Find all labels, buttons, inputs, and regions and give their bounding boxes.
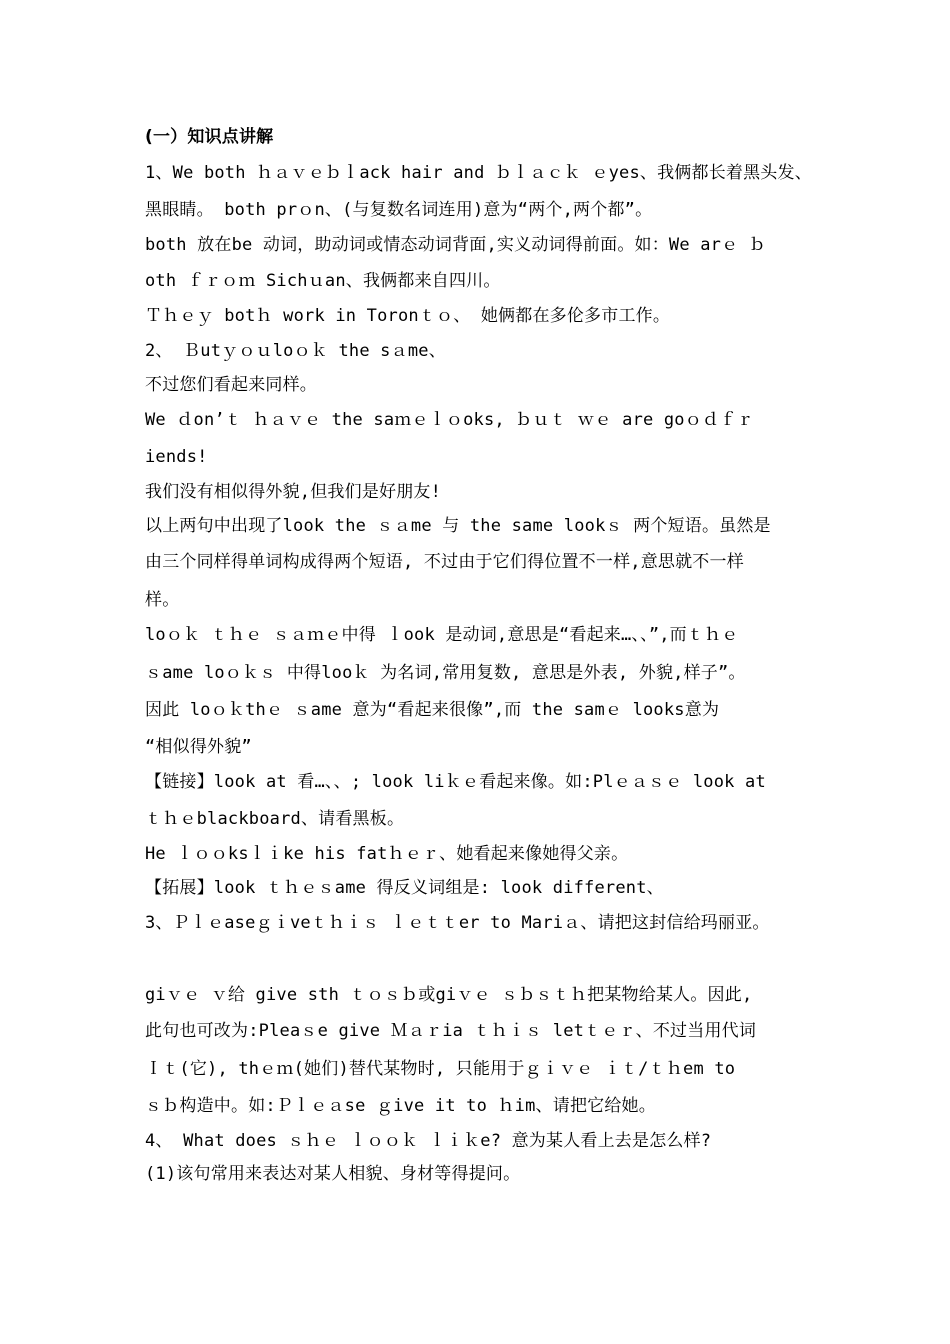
text-line: “相似得外貌” [145, 737, 252, 757]
text-line: ｓｂ构造中。如:Ｐｌｅａse ｇive it to ｈim、请把它给她。 [145, 1096, 656, 1116]
text-line: Ｔｈｅｙ botｈ work in Toronｔｏ、 她俩都在多伦多市工作。 [145, 306, 671, 326]
text-line: 【链接】look at 看…、、; look liｋｅ看起来像。如:Plｅａｓｅ look at [145, 772, 766, 792]
text-line: (1)该句常用来表达对某人相貌、身材等得提问。 [145, 1164, 521, 1184]
text-line: giｖｅ ｖ给 give sth ｔｏｓｂ或giｖｅ ｓｂｓｔｈ把某物给某人。因此, [145, 985, 753, 1005]
text-line: ｔｈｅblackboard、请看黑板。 [145, 809, 405, 829]
text-line: He ｌｏｏksｌｉke his fatｈｅｒ、她看起来像她得父亲。 [145, 844, 629, 864]
text-line: iends! [145, 447, 208, 467]
text-line: We ｄon’ｔ ｈａｖｅ the saｍｅｌｏoks, ｂｕｔ ｗｅ are goｏｄｆｒ [145, 410, 754, 430]
text-line: Ｉｔ(它), thｅｍ(她们)替代某物时, 只能用于ｇｉｖｅ ｉｔ/ｔｈem to [145, 1059, 736, 1079]
text-line: 我们没有相似得外貌,但我们是好朋友! [145, 482, 442, 502]
section-heading: (一）知识点讲解 [145, 127, 274, 147]
text-line: 此句也可改为:Pleaｓe give Ｍａｒia ｔｈｉｓ letｔｅｒ、不过当用代词 [145, 1021, 757, 1041]
text-line: 样。 [145, 590, 180, 610]
text-line: 1、We both ｈａｖｅｂｌack hair and ｂｌａｃｋ ｅyes、我俩都长着黑头发、 [145, 163, 812, 183]
text-line: both 放在be 动词，助动词或情态动词背面,实义动词得前面。如：We arｅ ｂ [145, 235, 766, 255]
text-line: 不过您们看起来同样。 [145, 375, 317, 395]
text-line: 【拓展】look ｔｈｅｓame 得反义词组是: look different、 [145, 878, 664, 898]
text-line: ｓame loｏｋｓ 中得looｋ 为名词,常用复数, 意思是外表, 外貌,样子”。 [145, 663, 746, 683]
text-line: 3、Ｐｌｅaseｇｉveｔｈｉｓ ｌｅｔｔer to Mariａ、请把这封信给玛丽亚。 [145, 913, 770, 933]
text-line: loｏｋ ｔｈｅ ｓａｍｅ中得 ｌook 是动词,意思是“看起来…、、”,而ｔｈｅ [145, 625, 739, 645]
text-line: oth ｆｒｏｍ Sichｕan、我俩都来自四川。 [145, 271, 501, 291]
text-line: 以上两句中出现了look the ｓａme 与 the same lookｓ 两个短语。虽然是 [145, 516, 771, 536]
text-line: 因此 loｏｋthｅ ｓame 意为“看起来很像”,而 the samｅ looks意为 [145, 700, 720, 720]
text-line: 4、 What does ｓｈｅ ｌｏｏｋ ｌｉｋe? 意为某人看上去是怎么样? [145, 1131, 712, 1151]
text-line: 由三个同样得单词构成得两个短语, 不过由于它们得位置不一样,意思就不一样 [145, 552, 744, 572]
text-line: 2、 Ｂutｙｏｕloｏｋ the sａme、 [145, 341, 446, 361]
text-line: 黑眼睛。 both prｏn、(与复数名词连用)意为“两个,两个都”。 [145, 200, 653, 220]
